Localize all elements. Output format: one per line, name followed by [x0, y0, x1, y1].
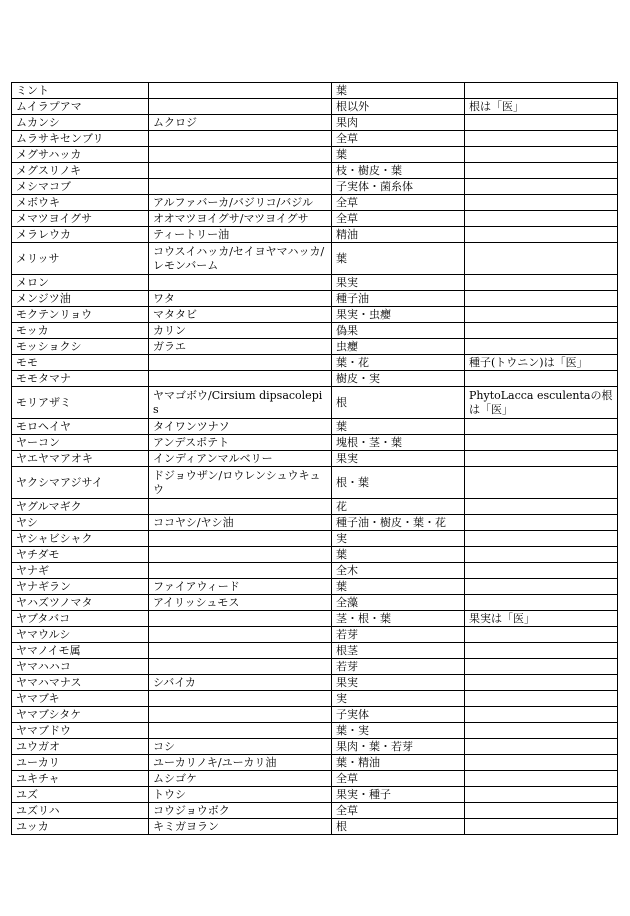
plant-name-cell: ムイラプアマ [12, 99, 149, 115]
alias-cell: コウスイハッカ/セイヨヤマハッカ/レモンバーム [149, 243, 332, 275]
alias-cell: ドジョウザン/ロウレンシュウキュウ [149, 467, 332, 499]
table-row [12, 83, 618, 99]
table-row [12, 531, 618, 547]
table-row [12, 275, 618, 291]
plant-name-cell: ヤマブドウ [12, 723, 149, 739]
table-row [12, 659, 618, 675]
plant-name-cell: ヤマノイモ属 [12, 643, 149, 659]
note-cell [465, 595, 618, 611]
plant-name-cell: モクテンリョウ [12, 307, 149, 323]
note-cell [465, 707, 618, 723]
plant-name-cell: ヤシ [12, 515, 149, 531]
part-cell: 虫癭 [332, 339, 465, 355]
plant-name-cell: ヤシャビシャク [12, 531, 149, 547]
note-cell [465, 803, 618, 819]
note-cell [465, 643, 618, 659]
table-row [12, 195, 618, 211]
note-cell [465, 83, 618, 99]
alias-cell: ガラエ [149, 339, 332, 355]
plant-name-cell: モッショクシ [12, 339, 149, 355]
plant-name-cell: ヤクシマアジサイ [12, 467, 149, 499]
alias-cell: ワタ [149, 291, 332, 307]
part-cell: 葉 [332, 243, 465, 275]
plant-name-cell: メグサハッカ [12, 147, 149, 163]
plant-name-cell: モロヘイヤ [12, 419, 149, 435]
part-cell: 葉 [332, 547, 465, 563]
alias-cell: コシ [149, 739, 332, 755]
table-row [12, 739, 618, 755]
table-row [12, 707, 618, 723]
note-cell [465, 531, 618, 547]
alias-cell [149, 371, 332, 387]
part-cell: 葉 [332, 419, 465, 435]
alias-cell: ムシゴケ [149, 771, 332, 787]
part-cell: 葉 [332, 147, 465, 163]
part-cell: 全草 [332, 195, 465, 211]
table-row [12, 243, 618, 275]
part-cell: 種子油・樹皮・葉・花 [332, 515, 465, 531]
alias-cell: アルファバーカ/バジリコ/バジル [149, 195, 332, 211]
note-cell: 果実は「医」 [465, 611, 618, 627]
table-row [12, 563, 618, 579]
plant-name-cell: ヤーコン [12, 435, 149, 451]
table-row [12, 803, 618, 819]
note-cell [465, 227, 618, 243]
plant-name-cell: ヤブタバコ [12, 611, 149, 627]
part-cell: 果実 [332, 451, 465, 467]
alias-cell: ティートリー油 [149, 227, 332, 243]
plant-name-cell: ヤチダモ [12, 547, 149, 563]
plant-name-cell: メマツヨイグサ [12, 211, 149, 227]
part-cell: 全草 [332, 771, 465, 787]
plant-name-cell: モモ [12, 355, 149, 371]
note-cell [465, 467, 618, 499]
plant-name-cell: ユキチャ [12, 771, 149, 787]
plant-name-cell: メグスリノキ [12, 163, 149, 179]
part-cell: 若芽 [332, 659, 465, 675]
alias-cell: ファイアウィード [149, 579, 332, 595]
alias-cell [149, 563, 332, 579]
note-cell [465, 243, 618, 275]
alias-cell [149, 643, 332, 659]
note-cell [465, 323, 618, 339]
note-cell [465, 115, 618, 131]
plant-name-cell: ヤエヤマアオキ [12, 451, 149, 467]
alias-cell [149, 179, 332, 195]
table-row [12, 371, 618, 387]
alias-cell [149, 355, 332, 371]
plant-name-cell: ヤグルマギク [12, 499, 149, 515]
alias-cell [149, 691, 332, 707]
plant-name-cell: ユッカ [12, 819, 149, 835]
note-cell [465, 147, 618, 163]
alias-cell: アンデスポテト [149, 435, 332, 451]
table-row [12, 579, 618, 595]
note-cell [465, 787, 618, 803]
note-cell [465, 339, 618, 355]
note-cell [465, 755, 618, 771]
table-row [12, 595, 618, 611]
note-cell [465, 131, 618, 147]
part-cell: 種子油 [332, 291, 465, 307]
part-cell: 枝・樹皮・葉 [332, 163, 465, 179]
alias-cell [149, 531, 332, 547]
note-cell [465, 451, 618, 467]
note-cell [465, 771, 618, 787]
table-row [12, 419, 618, 435]
part-cell: 葉・精油 [332, 755, 465, 771]
alias-cell: シバイカ [149, 675, 332, 691]
plant-name-cell: モモタマナ [12, 371, 149, 387]
alias-cell [149, 99, 332, 115]
alias-cell: アイリッシュモス [149, 595, 332, 611]
plant-name-cell: メロン [12, 275, 149, 291]
table-row [12, 291, 618, 307]
part-cell: 子実体・菌糸体 [332, 179, 465, 195]
table-row [12, 771, 618, 787]
part-cell: 実 [332, 531, 465, 547]
table-row [12, 99, 618, 115]
alias-cell: インディアンマルベリー [149, 451, 332, 467]
part-cell: 根以外 [332, 99, 465, 115]
table-row [12, 163, 618, 179]
table-row [12, 451, 618, 467]
note-cell [465, 691, 618, 707]
note-cell [465, 515, 618, 531]
plant-name-cell: ヤハズツノマタ [12, 595, 149, 611]
note-cell [465, 659, 618, 675]
table-row [12, 131, 618, 147]
plant-name-cell: ユズ [12, 787, 149, 803]
plant-name-cell: ヤマウルシ [12, 627, 149, 643]
plant-name-cell: メンジツ油 [12, 291, 149, 307]
plant-name-cell: メボウキ [12, 195, 149, 211]
part-cell: 全草 [332, 803, 465, 819]
plant-name-cell: モリアザミ [12, 387, 149, 419]
note-cell [465, 211, 618, 227]
note-cell [465, 419, 618, 435]
alias-cell [149, 275, 332, 291]
alias-cell [149, 147, 332, 163]
part-cell: 根 [332, 387, 465, 419]
note-cell [465, 291, 618, 307]
table-row [12, 755, 618, 771]
table-row [12, 819, 618, 835]
note-cell [465, 307, 618, 323]
plant-name-cell: ヤマハマナス [12, 675, 149, 691]
alias-cell: マタタビ [149, 307, 332, 323]
note-cell: 種子(トウニン)は「医」 [465, 355, 618, 371]
note-cell: PhytoLacca esculentaの根は「医」 [465, 387, 618, 419]
alias-cell [149, 659, 332, 675]
table-row [12, 499, 618, 515]
part-cell: 全木 [332, 563, 465, 579]
note-cell [465, 563, 618, 579]
part-cell: 若芽 [332, 627, 465, 643]
part-cell: 塊根・茎・葉 [332, 435, 465, 451]
plant-name-cell: メシマコブ [12, 179, 149, 195]
table-row [12, 515, 618, 531]
table-row [12, 547, 618, 563]
part-cell: 花 [332, 499, 465, 515]
plant-name-cell: ユズリハ [12, 803, 149, 819]
table-row [12, 115, 618, 131]
table-row [12, 723, 618, 739]
alias-cell: コウジョウボク [149, 803, 332, 819]
part-cell: 精油 [332, 227, 465, 243]
note-cell [465, 547, 618, 563]
alias-cell [149, 723, 332, 739]
table-row [12, 147, 618, 163]
alias-cell: キミガヨラン [149, 819, 332, 835]
table-row [12, 355, 618, 371]
plant-name-cell: ヤマブシタケ [12, 707, 149, 723]
part-cell: 根 [332, 819, 465, 835]
note-cell [465, 675, 618, 691]
alias-cell [149, 547, 332, 563]
alias-cell: トウシ [149, 787, 332, 803]
alias-cell [149, 499, 332, 515]
note-cell [465, 739, 618, 755]
note-cell [465, 275, 618, 291]
plant-name-cell: ヤマブキ [12, 691, 149, 707]
note-cell [465, 163, 618, 179]
alias-cell: オオマツヨイグサ/マツヨイグサ [149, 211, 332, 227]
part-cell: 葉 [332, 579, 465, 595]
table-row [12, 675, 618, 691]
plant-name-cell: ヤマハハコ [12, 659, 149, 675]
part-cell: 果肉・葉・若芽 [332, 739, 465, 755]
table-row [12, 227, 618, 243]
plant-name-cell: ユーカリ [12, 755, 149, 771]
alias-cell [149, 131, 332, 147]
table-row [12, 307, 618, 323]
part-cell: 果実・種子 [332, 787, 465, 803]
table-body [12, 83, 618, 835]
alias-cell: タイワンツナソ [149, 419, 332, 435]
part-cell: 子実体 [332, 707, 465, 723]
part-cell: 全藻 [332, 595, 465, 611]
plant-name-cell: ユウガオ [12, 739, 149, 755]
alias-cell: ムクロジ [149, 115, 332, 131]
plant-name-cell: ヤナギ [12, 563, 149, 579]
ingredient-table [11, 82, 618, 835]
part-cell: 葉・花 [332, 355, 465, 371]
part-cell: 樹皮・実 [332, 371, 465, 387]
plant-name-cell: メリッサ [12, 243, 149, 275]
note-cell [465, 579, 618, 595]
note-cell [465, 723, 618, 739]
alias-cell: ユーカリノキ/ユーカリ油 [149, 755, 332, 771]
part-cell: 全草 [332, 211, 465, 227]
table-row [12, 339, 618, 355]
table-row [12, 611, 618, 627]
alias-cell: ヤマゴボウ/Cirsium dipsacolepis [149, 387, 332, 419]
table-row [12, 211, 618, 227]
part-cell: 全草 [332, 131, 465, 147]
table-row [12, 387, 618, 419]
part-cell: 根茎 [332, 643, 465, 659]
alias-cell [149, 83, 332, 99]
table-row [12, 627, 618, 643]
table-row [12, 787, 618, 803]
part-cell: 葉・実 [332, 723, 465, 739]
part-cell: 果実 [332, 275, 465, 291]
plant-name-cell: メラレウカ [12, 227, 149, 243]
note-cell: 根は「医」 [465, 99, 618, 115]
table-row [12, 435, 618, 451]
part-cell: 果実・虫癭 [332, 307, 465, 323]
note-cell [465, 499, 618, 515]
alias-cell [149, 627, 332, 643]
part-cell: 茎・根・葉 [332, 611, 465, 627]
part-cell: 葉 [332, 83, 465, 99]
part-cell: 実 [332, 691, 465, 707]
table-row [12, 691, 618, 707]
alias-cell: カリン [149, 323, 332, 339]
plant-name-cell: ムカンシ [12, 115, 149, 131]
note-cell [465, 195, 618, 211]
table-row [12, 467, 618, 499]
plant-name-cell: ムラサキセンブリ [12, 131, 149, 147]
part-cell: 果肉 [332, 115, 465, 131]
plant-name-cell: モッカ [12, 323, 149, 339]
alias-cell [149, 611, 332, 627]
plant-name-cell: ヤナギラン [12, 579, 149, 595]
alias-cell: ココヤシ/ヤシ油 [149, 515, 332, 531]
part-cell: 果実 [332, 675, 465, 691]
part-cell: 偽果 [332, 323, 465, 339]
plant-name-cell: ミント [12, 83, 149, 99]
alias-cell [149, 707, 332, 723]
note-cell [465, 179, 618, 195]
note-cell [465, 371, 618, 387]
note-cell [465, 435, 618, 451]
note-cell [465, 819, 618, 835]
table-row [12, 643, 618, 659]
table-row [12, 179, 618, 195]
alias-cell [149, 163, 332, 179]
note-cell [465, 627, 618, 643]
table-row [12, 323, 618, 339]
part-cell: 根・葉 [332, 467, 465, 499]
